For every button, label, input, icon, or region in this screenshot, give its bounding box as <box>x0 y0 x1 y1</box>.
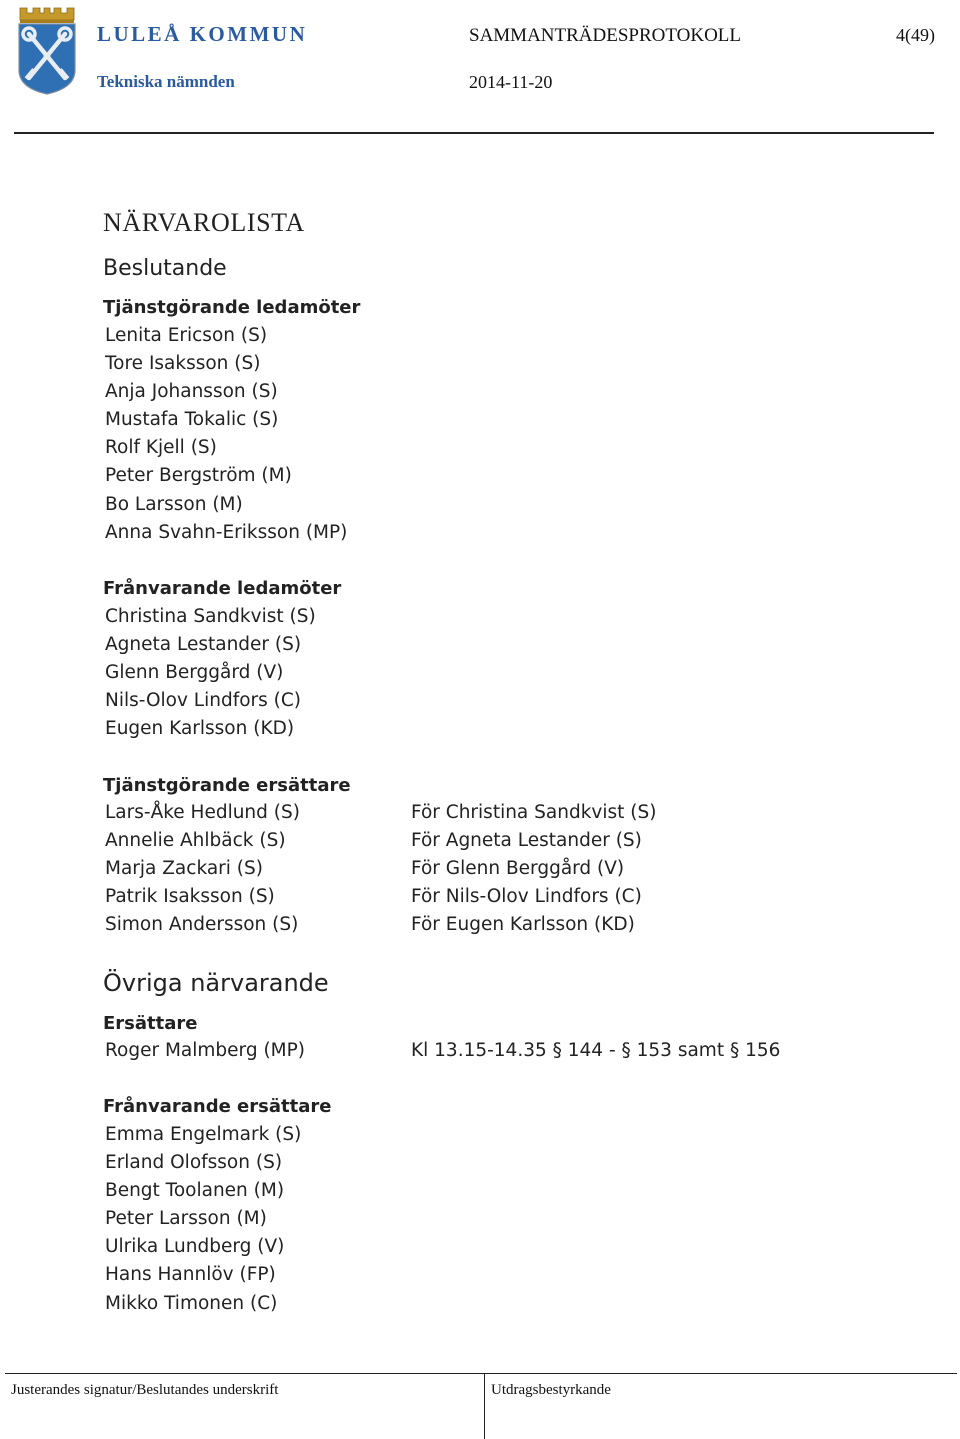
list-tjanstgorande-ledamoter <box>105 322 347 547</box>
section-heading-ovriga-narvarande: Övriga närvarande <box>103 969 329 997</box>
ersattare-attendance-time: Kl 13.15-14.35 § 144 - § 153 samt § 156 <box>411 1040 781 1061</box>
subheading-ersattare: Ersättare <box>103 1013 198 1034</box>
header-divider <box>14 132 934 134</box>
list-item: Bengt Toolanen (M) <box>105 1180 285 1202</box>
list-item: Eugen Karlsson (KD) <box>105 718 295 740</box>
list-item: Simon Andersson (S) <box>105 914 299 936</box>
list-item: För Christina Sandkvist (S) <box>411 802 657 823</box>
certification-label: Utdragsbestyrkande <box>491 1382 611 1398</box>
list-item: För Agneta Lestander (S) <box>411 830 642 852</box>
footer-divider <box>5 1373 957 1374</box>
list-item: Hans Hannlöv (FP) <box>105 1264 276 1286</box>
list-item: Anja Johansson (S) <box>105 381 278 403</box>
subheading-franvarande-ersattare: Frånvarande ersättare <box>103 1096 332 1117</box>
crown-icon <box>20 8 74 23</box>
organization-name: LULEÅ KOMMUN <box>97 22 308 46</box>
list-item: Anna Svahn-Eriksson (MP) <box>105 521 348 543</box>
subheading-tjanstgorande-ersattare: Tjänstgörande ersättare <box>103 775 351 796</box>
signature-label: Justerandes signatur/Beslutandes underskrift <box>11 1382 279 1398</box>
list-item: Peter Bergström (M) <box>105 465 292 487</box>
list-item: Mikko Timonen (C) <box>105 1292 278 1314</box>
section-heading-beslutande: Beslutande <box>103 256 227 281</box>
list-item: Lars-Åke Hedlund (S) <box>105 802 300 823</box>
list-item: Marja Zackari (S) <box>105 858 263 880</box>
list-item: Patrik Isaksson (S) <box>105 886 275 908</box>
footer-column-divider <box>484 1373 485 1439</box>
list-item: Emma Engelmark (S) <box>105 1124 302 1145</box>
list-item: Lenita Ericson (S) <box>105 325 268 346</box>
list-item: Nils-Olov Lindfors (C) <box>105 690 302 712</box>
document-type: SAMMANTRÄDESPROTOKOLL <box>469 25 742 46</box>
list-item: Erland Olofsson (S) <box>105 1152 283 1174</box>
list-item: Glenn Berggård (V) <box>105 662 284 684</box>
list-item: Ulrika Lundberg (V) <box>105 1236 285 1258</box>
list-item: Tore Isaksson (S) <box>105 353 261 375</box>
list-item: Agneta Lestander (S) <box>105 634 302 656</box>
subheading-tjanstgorande-ledamoter: Tjänstgörande ledamöter <box>103 297 361 318</box>
meeting-date: 2014-11-20 <box>469 72 553 92</box>
list-item: Annelie Ahlbäck (S) <box>105 830 286 852</box>
list-item: Mustafa Tokalic (S) <box>105 409 279 431</box>
list-franvarande-ledamoter <box>105 603 316 743</box>
page-number: 4(49) <box>896 25 935 45</box>
page-title: NÄRVAROLISTA <box>103 208 305 237</box>
list-item: Christina Sandkvist (S) <box>105 606 316 627</box>
list-item: För Glenn Berggård (V) <box>411 858 625 880</box>
list-item: Rolf Kjell (S) <box>105 437 217 459</box>
list-item: För Eugen Karlsson (KD) <box>411 914 635 936</box>
list-item: Peter Larsson (M) <box>105 1208 267 1230</box>
lulea-coat-of-arms-icon <box>14 4 80 96</box>
committee-name: Tekniska nämnden <box>97 72 235 91</box>
list-tjanstgorande-ersattare <box>105 799 300 939</box>
subheading-franvarande-ledamoter: Frånvarande ledamöter <box>103 578 342 599</box>
list-item: Bo Larsson (M) <box>105 493 243 515</box>
list-replaced-members <box>411 799 656 939</box>
ersattare-name: Roger Malmberg (MP) <box>105 1040 305 1061</box>
list-item: För Nils-Olov Lindfors (C) <box>411 886 642 908</box>
list-franvarande-ersattare <box>105 1121 301 1318</box>
